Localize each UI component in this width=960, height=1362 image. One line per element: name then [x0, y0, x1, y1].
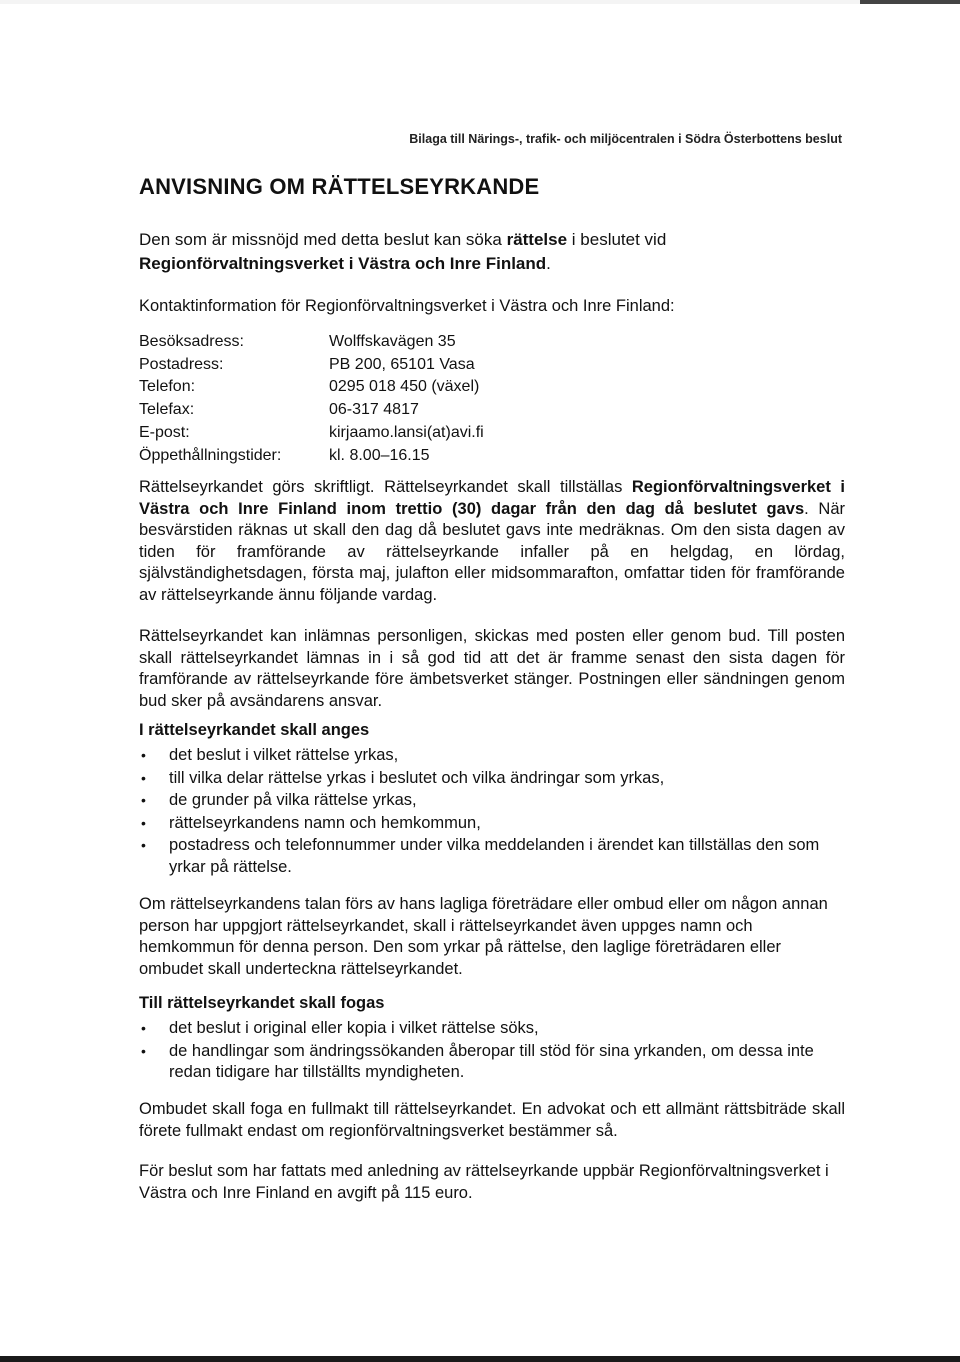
para1-text-a: Rättelseyrkandet görs skriftligt. Rättelseyrkandet skall tillställas	[139, 478, 632, 496]
list-item: • det beslut i vilket rättelse yrkas,	[139, 745, 839, 767]
contact-value: 0295 018 450 (växel)	[329, 378, 480, 396]
paragraph-representative: Om rättelseyrkandens talan förs av hans lagliga företrädare eller ombud eller om någon annan person har uppgjort rättelseyrkandet, skall i rättelseyrkandet även uppges namn och hemkommun för denna person. Den som yrkar på rättelse, den laglige företrädaren eller ombudet skall underteckna rättelseyrkandet.	[139, 895, 828, 978]
header-note: Bilaga till Närings-, trafik- och miljöcentralen i Södra Österbottens beslut	[409, 132, 842, 146]
anges-list	[139, 745, 839, 879]
contact-label: Postadress:	[139, 355, 224, 373]
intro-text-pre: Den som är missnöjd med detta beslut kan söka	[139, 230, 507, 249]
contact-row-email	[139, 422, 484, 445]
contact-value: kirjaamo.lansi(at)avi.fi	[329, 423, 484, 441]
contact-value: 06-317 4817	[329, 401, 419, 419]
intro-text-mid: i beslutet vid	[567, 230, 667, 249]
paragraph-submission: Rättelseyrkandet kan inlämnas personligen, skickas med posten eller genom bud. Till posten skall rättelseyrkandet lämnas in i så god tid att det är framme senast den sista dagen för framförande av rättelseyrkande före ämbetsverket stänger. Postningen eller sändningen genom bud sker på avsändarens ansvar.	[139, 627, 845, 710]
intro-text-post: .	[546, 254, 551, 273]
page-title: ANVISNING OM RÄTTELSEYRKANDE	[139, 174, 540, 199]
contact-value: Wolffskavägen 35	[329, 333, 456, 350]
contact-label: Öppethållningstider:	[139, 446, 282, 464]
fogas-list	[139, 1018, 839, 1085]
contact-value: PB 200, 65101 Vasa	[329, 355, 475, 373]
para1-bold: Regionförvaltningsverket i Västra och Inre Finland inom trettio (30) dagar från den dag då beslutet gavs	[139, 478, 845, 518]
list-item: • de handlingar som ändringssökanden åberopar till stöd för sina yrkanden, om dessa inte redan tidigare har tillställts myndigheten.	[139, 1041, 839, 1084]
contact-row-fax	[139, 399, 484, 422]
contact-label: Besöksadress:	[139, 333, 244, 350]
list-item: • de grunder på vilka rättelse yrkas,	[139, 790, 839, 812]
paragraph-power-of-attorney: Ombudet skall foga en fullmakt till rättelseyrkandet. En advokat och ett allmänt rättsbiträde skall förete fullmakt endast om regionförvaltningsverket bestämmer så.	[139, 1100, 845, 1140]
contact-row-phone	[139, 376, 484, 399]
contact-row-post	[139, 354, 484, 377]
scan-bottom-edge	[0, 1356, 960, 1362]
heading-fogas: Till rättelseyrkandet skall fogas	[139, 994, 385, 1012]
scan-top-edge	[0, 0, 960, 4]
paragraph-deadline	[139, 477, 845, 606]
heading-anges: I rättelseyrkandet skall anges	[139, 721, 370, 739]
paragraph-fee: För beslut som har fattats med anledning av rättelseyrkande uppbär Regionförvaltningsverket i Västra och Inre Finland en avgift på 115 euro.	[139, 1162, 829, 1202]
contact-intro: Kontaktinformation för Regionförvaltningsverket i Västra och Inre Finland:	[139, 297, 675, 315]
scan-top-mark	[860, 0, 960, 4]
intro-bold-authority: Regionförvaltningsverket i Västra och Inre Finland	[139, 254, 547, 273]
contact-row-visit	[139, 331, 484, 354]
intro-paragraph	[139, 228, 839, 276]
contact-value: kl. 8.00–16.15	[329, 446, 430, 464]
intro-bold-rattelse: rättelse	[506, 230, 568, 249]
para1-text-c: . När besvärstiden räknas ut skall den dag då beslutet gavs inte medräknas. Om den sista dagen av tiden för framförande av rättelseyrkande infaller på en helgdag, en lördag, självständighetsdagen, första maj, julafton eller midsommarafton, omfattar tiden för framförande av rättelseyrkande ännu följande vardag.	[139, 499, 845, 604]
list-item: • rättelseyrkandens namn och hemkommun,	[139, 813, 839, 835]
list-item: • till vilka delar rättelse yrkas i beslutet och vilka ändringar som yrkas,	[139, 768, 839, 790]
contact-table	[139, 331, 484, 467]
list-item: • det beslut i original eller kopia i vilket rättelse söks,	[139, 1018, 839, 1040]
contact-label: E-post:	[139, 423, 190, 441]
contact-row-hours	[139, 445, 484, 468]
list-item: • postadress och telefonnummer under vilka meddelanden i ärendet kan tillställas den som yrkar på rättelse.	[139, 835, 839, 878]
contact-label: Telefax:	[139, 401, 195, 419]
contact-label: Telefon:	[139, 378, 196, 396]
